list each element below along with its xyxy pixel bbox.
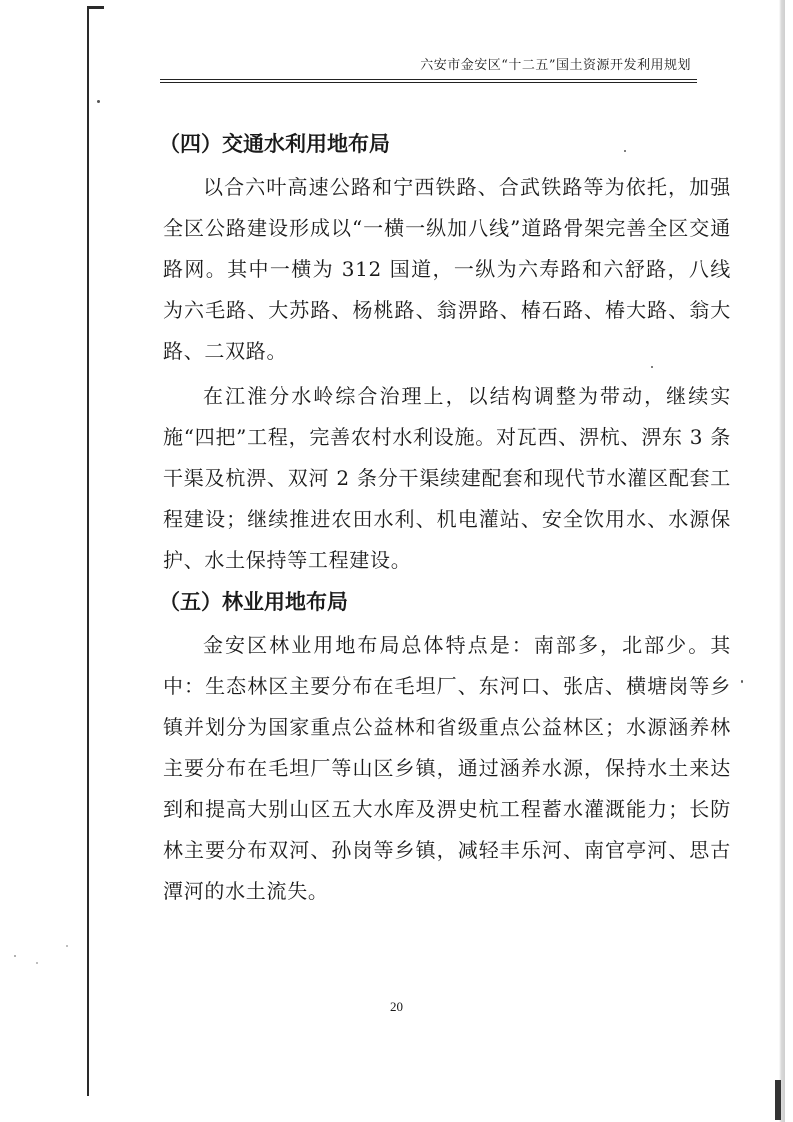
- paragraph-transport-network: 以合六叶高速公路和宁西铁路、合武铁路等为依托，加强全区公路建设形成以“一横一纵加八线”道路骨架完善全区交通路网。其中一横为 312 国道，一纵为六寿路和六舒路，八线为六毛路、大苏路、杨桃路、翁淠路、椿石路、椿大路、翁大路、二双路。: [163, 175, 731, 363]
- page-number: 20: [390, 999, 403, 1014]
- scan-speck: [97, 100, 100, 103]
- section-heading-transport-water: （四）交通水利用地布局: [159, 131, 390, 156]
- page-right-edge-shadow: [779, 0, 785, 1122]
- header-rule: [160, 79, 697, 83]
- scan-speck: [741, 680, 743, 683]
- running-header-title: 六安市金安区“十二五”国土资源开发利用规划: [420, 58, 691, 73]
- scan-speck: [14, 955, 16, 957]
- binding-margin-tick: [88, 6, 104, 9]
- section-heading-forestry: （五）林业用地布局: [159, 589, 348, 614]
- scan-speck: [66, 945, 68, 947]
- page-right-edge-mark: [775, 1080, 781, 1120]
- paragraph-water-conservancy: 在江淮分水岭综合治理上，以结构调整为带动，继续实施“四把”工程，完善农村水利设施。对瓦西、淠杭、淠东 3 条干渠及杭淠、双河 2 条分干渠续建配套和现代节水灌区配套工程建设；继续推进农田水利、机电灌站、安全饮用水、水源保护、水土保持等工程建设。: [163, 384, 731, 572]
- paragraph-forestry-layout: 金安区林业用地布局总体特点是：南部多，北部少。其中：生态林区主要分布在毛坦厂、东河口、张店、横塘岗等乡镇并划分为国家重点公益林和省级重点公益林区；水源涵养林主要分布在毛坦厂等山区乡镇，通过涵养水源，保持水土来达到和提高大别山区五大水库及淠史杭工程蓄水灌溉能力；长防林主要分布双河、孙岗等乡镇，减轻丰乐河、南官亭河、思古潭河的水土流失。: [163, 633, 731, 903]
- scan-speck: [36, 962, 38, 964]
- document-body: [159, 126, 731, 912]
- binding-margin-line: [87, 6, 89, 1096]
